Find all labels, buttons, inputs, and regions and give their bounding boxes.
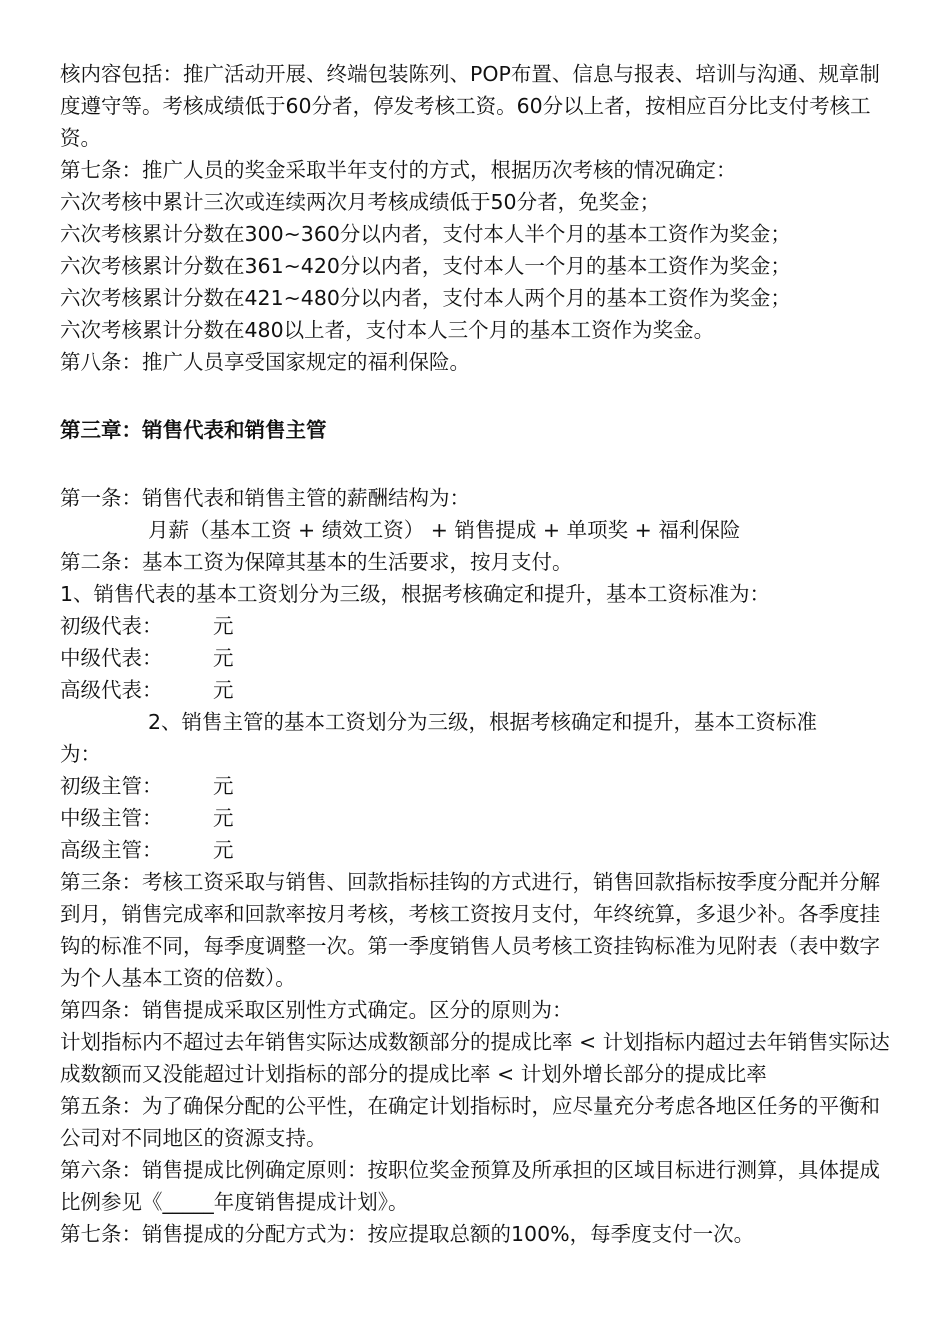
rep-level-unit: 元 [213,678,234,702]
rep-level-unit: 元 [213,646,234,670]
commission-rate-rule: 计划指标内不超过去年销售实际达成数额部分的提成比率 < 计划指标内超过去年销售实际达成数额而又没能超过计划指标的部分的提成比率 < 计划外增长部分的提成比率 [60,1030,890,1086]
rep-level-label: 高级代表： [60,678,163,702]
chapter-3-title: 第三章：销售代表和销售主管 [60,418,327,442]
chapter-3-article-3: 第三条：考核工资采取与销售、回款指标挂钩的方式进行，销售回款指标按季度分配并分解到月，销售完成率和回款率按月考核，考核工资按月支付，年终统算，多退少补。各季度挂钩的标准不同，每季度调整一次。第一季度销售人员考核工资挂钩标准为见附表（表中数字为个人基本工资的倍数）。 [60,870,880,990]
rep-levels-intro: 1、销售代表的基本工资划分为三级，根据考核确定和提升，基本工资标准为： [60,582,771,606]
manager-levels-intro: 2、销售主管的基本工资划分为三级，根据考核确定和提升，基本工资标准 [148,710,818,734]
document-page [60,58,895,1250]
manager-level-unit: 元 [213,774,234,798]
manager-level-row [60,802,895,834]
rep-level-row [60,674,895,706]
article-7-promoter-bonus: 第七条：推广人员的奖金采取半年支付的方式，根据历次考核的情况确定： [60,158,737,182]
manager-level-label: 中级主管： [60,806,163,830]
manager-level-unit: 元 [213,806,234,830]
manager-level-row [60,770,895,802]
rep-level-label: 初级代表： [60,614,163,638]
manager-level-label: 高级主管： [60,838,163,862]
manager-levels-intro-continued: 为： [60,742,101,766]
chapter-3-article-5: 第五条：为了确保分配的公平性，在确定计划指标时，应尽量充分考虑各地区任务的平衡和公司对不同地区的资源支持。 [60,1094,880,1150]
spacer [60,446,895,482]
bonus-rule-5: 六次考核累计分数在480以上者，支付本人三个月的基本工资作为奖金。 [60,318,715,342]
chapter-3-article-1: 第一条：销售代表和销售主管的薪酬结构为： [60,486,470,510]
rep-level-row [60,642,895,674]
rep-level-row [60,610,895,642]
article-8-welfare: 第八条：推广人员享受国家规定的福利保险。 [60,350,470,374]
rep-level-unit: 元 [213,614,234,638]
salary-structure-formula: 月薪（基本工资 + 绩效工资） + 销售提成 + 单项奖 + 福利保险 [148,518,741,542]
chapter-3-article-7: 第七条：销售提成的分配方式为：按应提取总额的100%，每季度支付一次。 [60,1222,755,1246]
manager-level-label: 初级主管： [60,774,163,798]
manager-level-row [60,834,895,866]
bonus-rule-3: 六次考核累计分数在361~420分以内者，支付本人一个月的基本工资作为奖金； [60,254,791,278]
chapter-3-article-6: 第六条：销售提成比例确定原则：按职位奖金预算及所承担的区域目标进行测算，具体提成比例参见《_____年度销售提成计划》。 [60,1158,880,1214]
chapter-3-article-2: 第二条：基本工资为保障其基本的生活要求，按月支付。 [60,550,573,574]
assessment-content-paragraph: 核内容包括：推广活动开展、终端包装陈列、POP布置、信息与报表、培训与沟通、规章制度遵守等。考核成绩低于60分者，停发考核工资。60分以上者，按相应百分比支付考核工资。 [60,62,880,150]
bonus-rule-4: 六次考核累计分数在421~480分以内者，支付本人两个月的基本工资作为奖金； [60,286,791,310]
bonus-rule-1: 六次考核中累计三次或连续两次月考核成绩低于50分者，免奖金； [60,190,661,214]
bonus-rule-2: 六次考核累计分数在300~360分以内者，支付本人半个月的基本工资作为奖金； [60,222,791,246]
rep-level-label: 中级代表： [60,646,163,670]
chapter-3-article-4: 第四条：销售提成采取区别性方式确定。区分的原则为： [60,998,573,1022]
manager-level-unit: 元 [213,838,234,862]
spacer [60,378,895,414]
